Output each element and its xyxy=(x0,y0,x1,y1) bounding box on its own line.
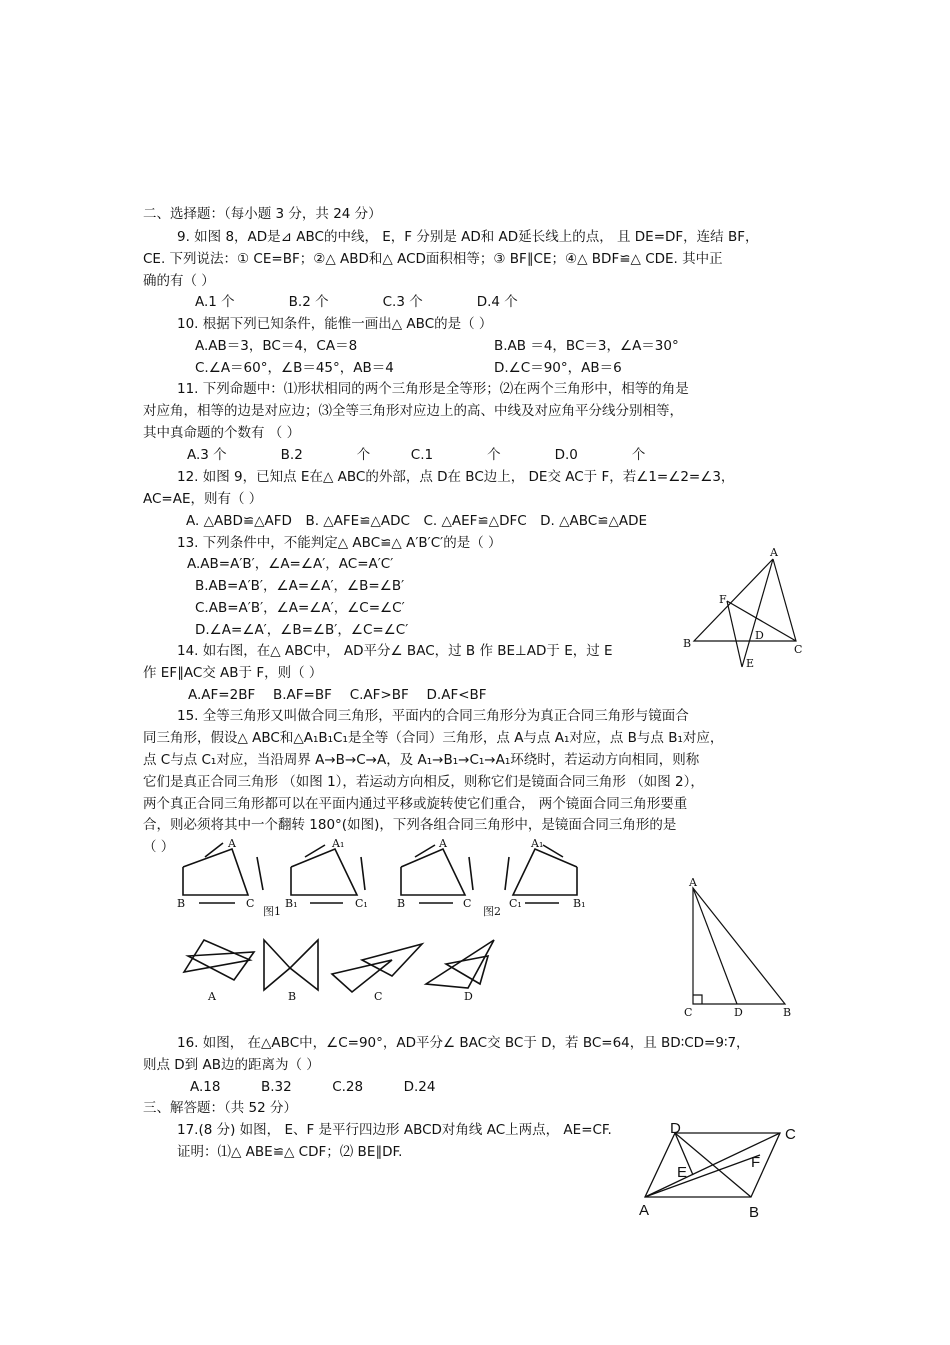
q14-line2: 作 EF∥AC交 AB于 F，则（ ） xyxy=(143,665,323,681)
q10-line1: 10. 根据下列已知条件，能惟一画出△ ABC的是（ ） xyxy=(177,316,493,332)
label-c: C xyxy=(794,643,803,656)
q15-line5: 两个真正合同三角形都可以在平面内通过平移或旋转使它们重合， 两个镜面合同三角形要重 xyxy=(143,796,688,812)
label-f: F xyxy=(719,593,727,606)
rt-label-c: C xyxy=(684,1006,693,1019)
q11-line1: 11. 下列命题中：⑴形状相同的两个三角形是全等形；⑵在两个三角形中，相等的角是 xyxy=(177,381,689,397)
fig2-label-c1: C₁ xyxy=(509,897,522,910)
option-b-label: B xyxy=(288,990,297,1003)
fig1-label-c1: C₁ xyxy=(355,897,368,910)
q11-options: A.3 个 B.2 个 C.1 个 D.0 个 xyxy=(187,447,646,463)
q10-option-a: A.AB＝3，BC＝4，CA＝8 xyxy=(195,338,358,354)
triangle-def-figure xyxy=(680,545,805,675)
fig2-caption: 图2 xyxy=(483,905,501,918)
q10-option-d: D.∠C＝90°，AB＝6 xyxy=(494,360,622,376)
q15-line2: 同三角形，假设△ ABC和△A₁B₁C₁是全等（合同）三角形，点 A与点 A₁对应，点 B与点 B₁对应， xyxy=(143,730,724,746)
q11-line2: 对应角，相等的边是对应边；⑶全等三角形对应边上的高、中线及对应角平分线分别相等， xyxy=(143,403,683,419)
q9-line3: 确的有（ ） xyxy=(143,273,215,289)
section3-title: 三、解答题：（共 52 分） xyxy=(143,1100,298,1116)
rt-label-b: B xyxy=(783,1006,792,1019)
fig2-label-a1: A₁ xyxy=(531,837,544,850)
q9-line1: 9. 如图 8，AD是⊿ ABC的中线， E，F 分别是 AD和 AD延长线上的点， 且 DE=DF，连结 BF， xyxy=(177,229,759,245)
fig1-caption: 图1 xyxy=(263,905,281,918)
q15-line7: （ ） xyxy=(143,839,175,855)
q12-line2: AC=AE，则有（ ） xyxy=(143,491,263,507)
label-a: A xyxy=(770,546,778,559)
para-label-f: F xyxy=(751,1154,761,1171)
q13-option-c: C.AB=A′B′，∠A=∠A′，∠C=∠C′ xyxy=(195,600,405,616)
q17-line2: 证明：⑴△ ABE≌△ CDF；⑵ BE∥DF. xyxy=(177,1144,403,1160)
q16-options: A.18 B.32 C.28 D.24 xyxy=(190,1079,436,1095)
label-d: D xyxy=(755,629,764,642)
q10-option-b: B.AB ＝4，BC＝3，∠A＝30° xyxy=(494,338,679,354)
q15-line1: 15. 全等三角形又叫做合同三角形，平面内的合同三角形分为真正合同三角形与镜面合 xyxy=(177,708,689,724)
label-b: B xyxy=(683,637,692,650)
rt-label-a: A xyxy=(689,876,697,889)
fig1-label-b: B xyxy=(177,897,186,910)
q9-options: A.1 个 B.2 个 C.3 个 D.4 个 xyxy=(195,294,518,310)
q15-line3: 点 C与点 C₁对应，当沿周界 A→B→C→A，及 A₁→B₁→C₁→A₁环绕时，若运动方向相同，则称 xyxy=(143,752,700,768)
q13-option-d: D.∠A=∠A′，∠B=∠B′，∠C=∠C′ xyxy=(195,622,409,638)
q11-line3: 其中真命题的个数有 （ ） xyxy=(143,425,301,441)
q13-line1: 13. 下列条件中，不能判定△ ABC≌△ A′B′C′的是（ ） xyxy=(177,535,502,551)
section2-title: 二、选择题：（每小题 3 分，共 24 分） xyxy=(143,206,382,222)
para-label-b: B xyxy=(749,1204,760,1221)
fig2-label-b: B xyxy=(397,897,406,910)
congruent-figures-row xyxy=(175,835,595,920)
fig1-label-c: C xyxy=(246,897,255,910)
option-c-label: C xyxy=(374,990,383,1003)
q12-line1: 12. 如图 9，已知点 E在△ ABC的外部，点 D在 BC边上， DE交 AC于 F，若∠1=∠2=∠3， xyxy=(177,469,735,485)
q16-line2: 则点 D到 AB边的距离为（ ） xyxy=(143,1057,320,1073)
option-d-label: D xyxy=(464,990,473,1003)
para-label-d: D xyxy=(670,1120,681,1137)
q17-line1: 17.(8 分) 如图， E、F 是平行四边形 ABCD对角线 AC上两点， AE=CF. xyxy=(177,1122,612,1138)
q16-line1: 16. 如图， 在△ABC中，∠C=90°，AD平分∠ BAC交 BC于 D，若 BC=64，且 BD∶CD=9∶7， xyxy=(177,1035,750,1051)
q13-option-a: A.AB=A′B′，∠A=∠A′，AC=A′C′ xyxy=(187,556,394,572)
para-label-c: C xyxy=(785,1126,796,1143)
q13-option-b: B.AB=A′B′，∠A=∠A′，∠B=∠B′ xyxy=(195,578,405,594)
right-triangle-figure xyxy=(680,878,800,1023)
label-e: E xyxy=(746,657,755,670)
fig1-label-b1: B₁ xyxy=(285,897,298,910)
q10-option-c: C.∠A＝60°，∠B＝45°，AB＝4 xyxy=(195,360,394,376)
q9-line2: CE. 下列说法：① CE=BF；②△ ABD和△ ACD面积相等；③ BF∥CE；④△ BDF≌△ CDE. 其中正 xyxy=(143,251,723,267)
option-a-label: A xyxy=(208,990,216,1003)
q14-line1: 14. 如右图，在△ ABC中， AD平分∠ BAC，过 B 作 BE⊥AD于 E，过 E xyxy=(177,643,613,659)
q15-option-figures xyxy=(178,930,508,1002)
para-label-e: E xyxy=(677,1164,688,1181)
para-label-a: A xyxy=(639,1202,650,1219)
fig1-label-a1: A₁ xyxy=(332,837,345,850)
fig2-label-b1: B₁ xyxy=(573,897,586,910)
q15-line4: 它们是真正合同三角形 （如图 1），若运动方向相反，则称它们是镜面合同三角形 （如图 2）， xyxy=(143,774,704,790)
q14-options: A.AF=2BF B.AF=BF C.AF>BF D.AF<BF xyxy=(188,687,487,703)
q12-options: A. △ABD≌△AFD B. △AFE≌△ADC C. △AEF≌△DFC D. △ABC≌△ADE xyxy=(186,513,648,529)
fig1-label-a: A xyxy=(228,837,236,850)
fig2-label-c: C xyxy=(463,897,472,910)
rt-label-d: D xyxy=(734,1006,743,1019)
q15-line6: 合，则必须将其中一个翻转 180°(如图)，下列各组合同三角形中，是镜面合同三角形的是 xyxy=(143,817,677,833)
parallelogram-figure xyxy=(635,1115,810,1225)
fig2-label-a: A xyxy=(439,837,447,850)
